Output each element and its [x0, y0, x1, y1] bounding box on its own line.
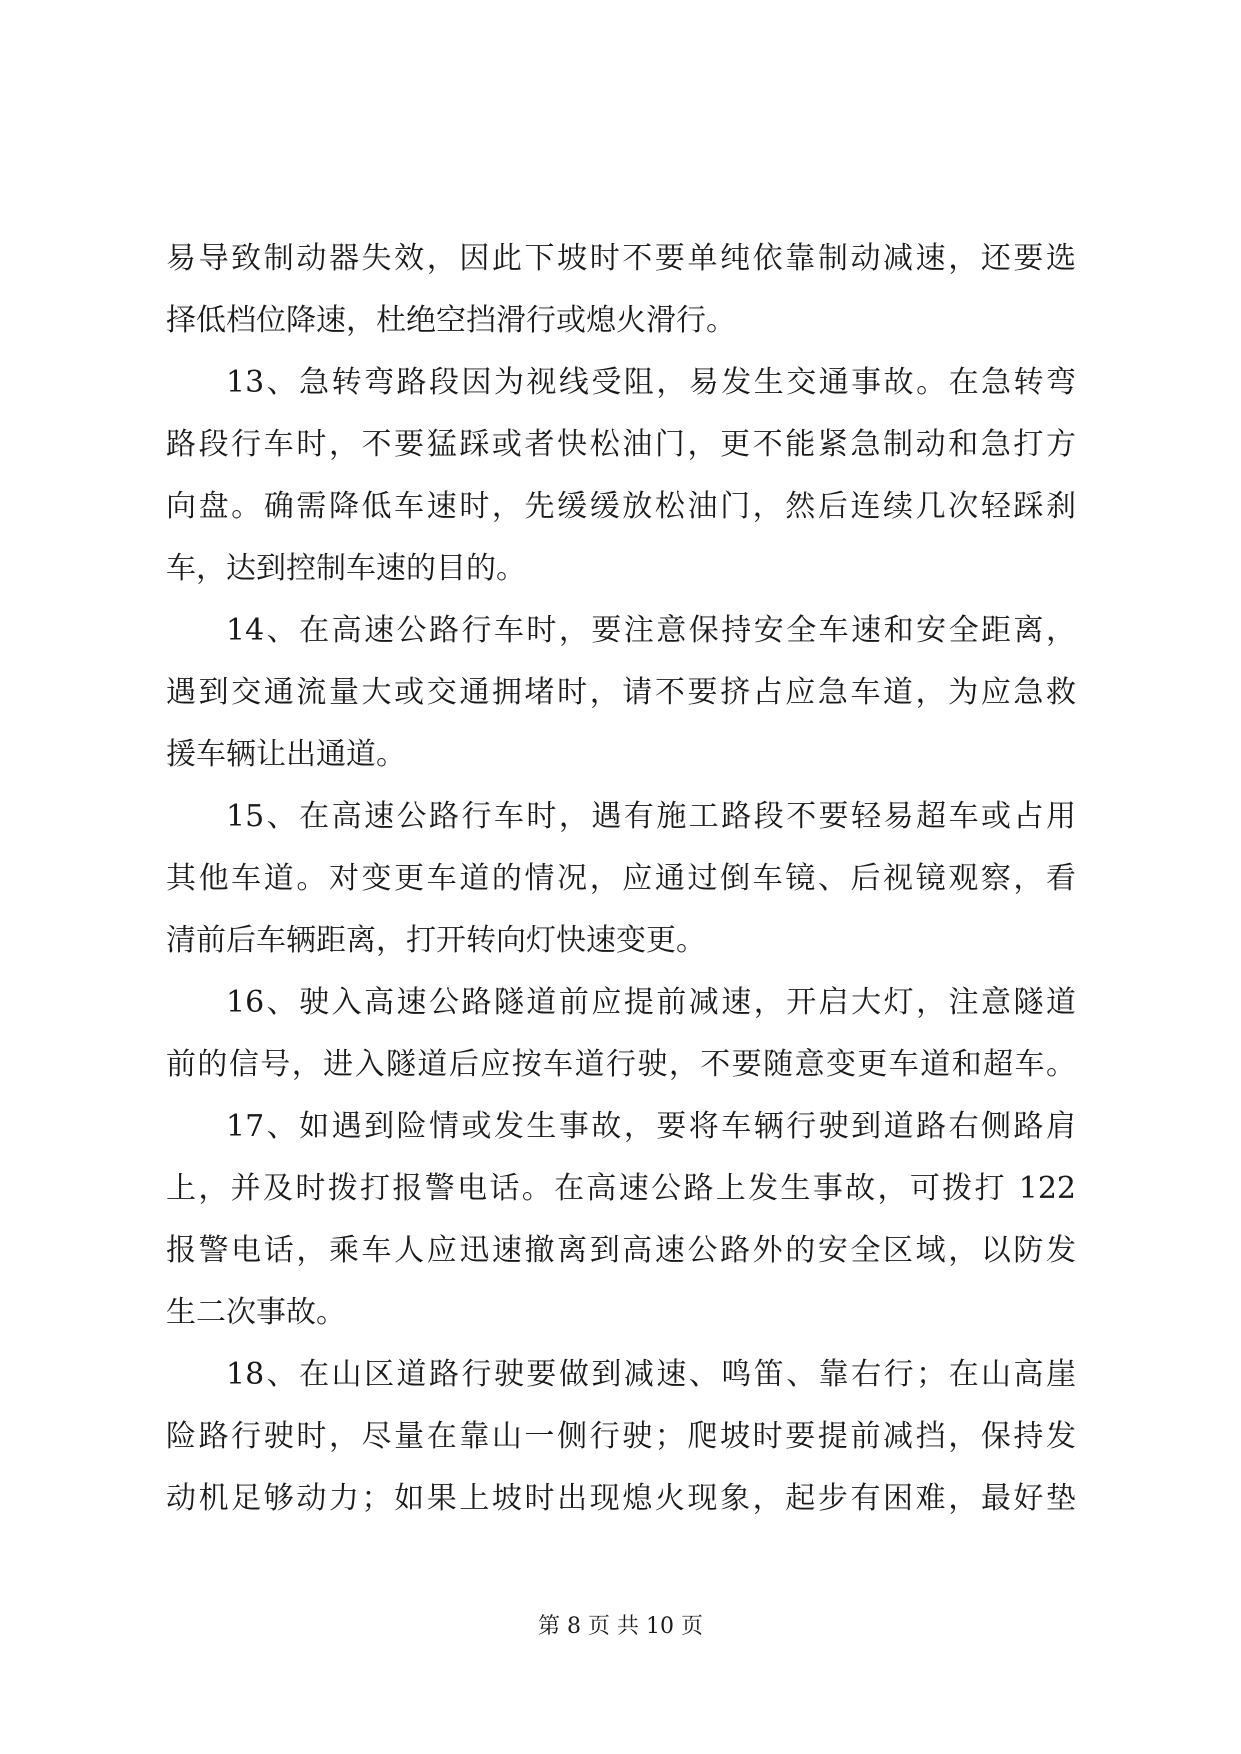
- body-line: 援车辆让出通道。: [166, 737, 406, 772]
- body-line: 路段行车时，不要猛踩或者快松油门，更不能紧急制动和急打方: [166, 427, 1076, 462]
- paragraph-start-line: 14、在高速公路行车时，要注意保持安全车速和安全距离，: [226, 613, 1076, 648]
- body-line: 择低档位降速，杜绝空挡滑行或熄火滑行。: [166, 303, 736, 338]
- body-line: 其他车道。对变更车道的情况，应通过倒车镜、后视镜观察，看: [166, 861, 1076, 896]
- paragraph-start-line: 13、急转弯路段因为视线受阻，易发生交通事故。在急转弯: [226, 365, 1076, 400]
- body-line: 险路行驶时，尽量在靠山一侧行驶；爬坡时要提前减挡，保持发: [166, 1419, 1076, 1454]
- body-line: 动机足够动力；如果上坡时出现熄火现象，起步有困难，最好垫: [166, 1481, 1076, 1516]
- body-line: 报警电话，乘车人应迅速撤离到高速公路外的安全区域，以防发: [166, 1233, 1076, 1268]
- paragraph-start-line: 18、在山区道路行驶要做到减速、鸣笛、靠右行；在山高崖: [226, 1357, 1076, 1392]
- body-line: 上，并及时拨打报警电话。在高速公路上发生事故，可拨打 122: [166, 1171, 1076, 1206]
- body-line: 生二次事故。: [166, 1295, 346, 1330]
- body-line: 车，达到控制车速的目的。: [166, 551, 526, 586]
- paragraph-start-line: 16、驶入高速公路隧道前应提前减速，开启大灯，注意隧道: [226, 985, 1076, 1020]
- page-footer: 第 8 页 共 10 页: [538, 1614, 703, 1639]
- body-line: 向盘。确需降低车速时，先缓缓放松油门，然后连续几次轻踩刹: [166, 489, 1076, 524]
- paragraph-start-line: 15、在高速公路行车时，遇有施工路段不要轻易超车或占用: [226, 799, 1076, 834]
- body-line: 清前后车辆距离，打开转向灯快速变更。: [166, 923, 706, 958]
- paragraph-start-line: 17、如遇到险情或发生事故，要将车辆行驶到道路右侧路肩: [226, 1109, 1076, 1144]
- body-text: [166, 228, 1076, 1530]
- body-line: 前的信号，进入隧道后应按车道行驶，不要随意变更车道和超车。: [166, 1047, 1076, 1082]
- body-line: 易导致制动器失效，因此下坡时不要单纯依靠制动减速，还要选: [166, 241, 1076, 276]
- body-line: 遇到交通流量大或交通拥堵时，请不要挤占应急车道，为应急救: [166, 675, 1076, 710]
